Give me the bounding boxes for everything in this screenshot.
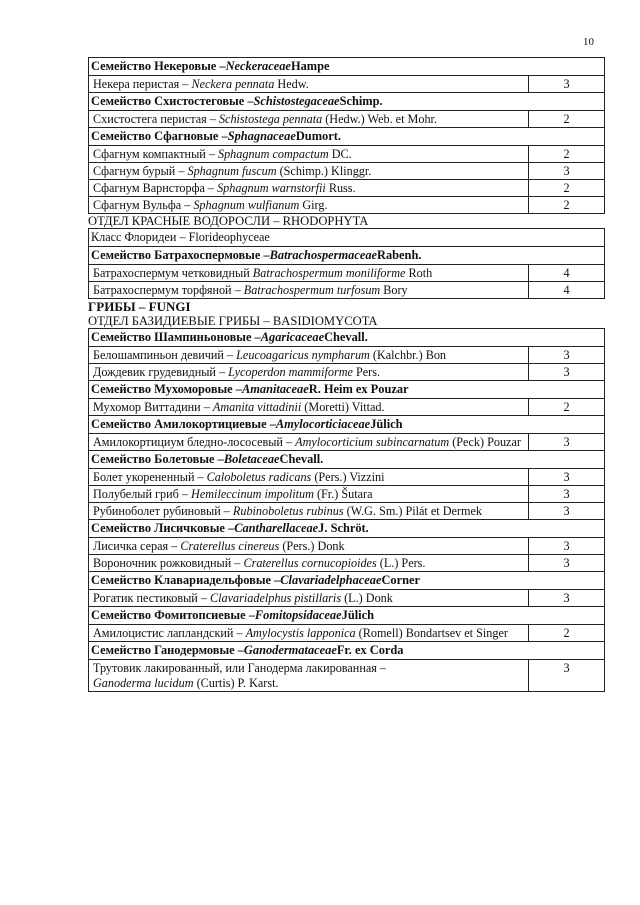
family-heading: [88, 328, 605, 347]
species-name-ru: Сфагнум Вульфа –: [93, 198, 194, 212]
species-name: [89, 434, 528, 450]
species-name: [89, 76, 528, 92]
species-row: [88, 537, 605, 555]
family-name-ru: Семейство Болетовые –: [91, 452, 224, 466]
species-row: [88, 179, 605, 197]
species-name: [89, 347, 528, 363]
status-category: 2: [528, 180, 604, 196]
status-category: 3: [528, 538, 604, 554]
family-heading: [88, 415, 605, 434]
species-table: [88, 58, 605, 692]
species-name-ru: Рубиноболет рубиновый –: [93, 504, 233, 518]
species-row: [88, 433, 605, 451]
family-heading: [88, 380, 605, 399]
family-name-latin: Sphagnaceae: [227, 129, 296, 143]
species-name: [89, 163, 528, 179]
species-row: [88, 659, 605, 692]
family-name-ru: Семейство Сфагновые –: [91, 129, 228, 143]
species-name-latin: Caloboletus radicans: [206, 470, 312, 484]
species-name-latin: Sphagnum compactum: [217, 147, 329, 161]
family-author: Fr. ex Corda: [336, 643, 404, 657]
family-heading: [88, 641, 605, 660]
family-heading: [88, 606, 605, 625]
species-row: [88, 75, 605, 93]
family-name-ru: Семейство Батрахоспермовые –: [91, 248, 270, 262]
species-name-ru: Некера перистая –: [93, 77, 192, 91]
status-category: 3: [528, 590, 604, 606]
family-name-ru: Семейство Некеровые –: [91, 59, 226, 73]
family-name-latin: Batrachospermaceae: [269, 248, 378, 262]
species-author: (Peck) Pouzar: [449, 435, 521, 449]
family-name-latin: Neckeraceae: [225, 59, 291, 73]
page-number: 10: [583, 36, 594, 48]
species-name: [89, 590, 528, 606]
species-name: [89, 180, 528, 196]
species-row: [88, 398, 605, 416]
species-author: Roth: [405, 266, 433, 280]
species-author: (Fr.) Šutara: [313, 487, 373, 501]
family-name-latin: Clavariadelphaceae: [280, 573, 382, 587]
species-name-ru: Сфагнум компактный –: [93, 147, 218, 161]
species-row: [88, 554, 605, 572]
species-name: [89, 146, 528, 162]
species-name-latin: Craterellus cornucopioides: [243, 556, 377, 570]
family-heading: [88, 92, 605, 111]
family-heading: [88, 57, 605, 76]
family-author: Dumort.: [295, 129, 341, 143]
species-name-latin: Craterellus cinereus: [180, 539, 280, 553]
status-category: 3: [528, 76, 604, 92]
species-name: [89, 399, 528, 415]
family-author: R. Heim ex Pouzar: [308, 382, 409, 396]
division-heading: ОТДЕЛ КРАСНЫЕ ВОДОРОСЛИ – RHODOPHYTA: [88, 214, 369, 228]
species-name: [89, 469, 528, 485]
species-author: Russ.: [325, 181, 356, 195]
status-category: 3: [528, 364, 604, 380]
family-author: Chevall.: [279, 452, 324, 466]
species-name-ru: Сфагнум Варнсторфа –: [93, 181, 218, 195]
family-author: Jülich: [341, 608, 375, 622]
species-name-latin: Sphagnum fuscum: [187, 164, 277, 178]
species-name-ru: Сфагнум бурый –: [93, 164, 188, 178]
family-heading: [88, 246, 605, 265]
species-name-latin: Amylocorticium subincarnatum: [295, 435, 450, 449]
class-heading: Класс Флоридеи – Florideophyceae: [88, 228, 605, 247]
family-heading: [88, 127, 605, 146]
species-name-ru: Полубелый гриб –: [93, 487, 192, 501]
family-author: Schimp.: [339, 94, 383, 108]
species-name-latin: Ganoderma lucidum: [93, 676, 194, 690]
species-name-ru: Лисичка серая –: [93, 539, 181, 553]
species-author: (Kalchbr.) Bon: [369, 348, 447, 362]
family-name-latin: Schistostegaceae: [253, 94, 340, 108]
status-category: 3: [528, 163, 604, 179]
status-category: 3: [528, 555, 604, 571]
species-name-ru: Вороночник рожковидный –: [93, 556, 244, 570]
family-name-ru: Семейство Фомитопсиевые –: [91, 608, 255, 622]
species-name-ru: Амилоцистис лапландский –: [93, 626, 246, 640]
species-name-ru: Мухомор Виттадини –: [93, 400, 213, 414]
species-author: (Moretti) Vittad.: [301, 400, 385, 414]
family-author: J. Schröt.: [318, 521, 369, 535]
species-row: [88, 363, 605, 381]
status-category: 4: [528, 282, 604, 298]
species-name-ru: Болет укорененный –: [93, 470, 207, 484]
species-row: [88, 346, 605, 364]
species-row: [88, 196, 605, 214]
species-row: [88, 110, 605, 128]
status-category: 3: [528, 486, 604, 502]
family-name-ru: Семейство Амилокортициевые –: [91, 417, 276, 431]
species-author: (L.) Donk: [341, 591, 393, 605]
species-author: (Romell) Bondartsev et Singer: [355, 626, 508, 640]
species-name-ru: Рогатик пестиковый –: [93, 591, 211, 605]
species-name: [89, 503, 528, 519]
species-author: Pers.: [352, 365, 381, 379]
species-author: Girg.: [299, 198, 328, 212]
species-row: [88, 624, 605, 642]
species-name-latin: Schistostega pennata: [218, 112, 323, 126]
species-author: Hedw.: [274, 77, 309, 91]
species-name-latin: Batrachospermum turfosum: [243, 283, 381, 297]
family-author: Jülich: [370, 417, 403, 431]
species-name: [89, 111, 528, 127]
species-row: [88, 589, 605, 607]
species-author: (Pers.) Donk: [279, 539, 345, 553]
species-name: [89, 364, 528, 380]
family-name-latin: Agaricaceae: [260, 330, 325, 344]
family-name-ru: Семейство Клавариадельфовые –: [91, 573, 281, 587]
species-name-latin: Clavariadelphus pistillaris: [210, 591, 342, 605]
species-row: [88, 281, 605, 299]
family-name-latin: Ganodermataceae: [243, 643, 337, 657]
species-row: [88, 468, 605, 486]
species-row: [88, 162, 605, 180]
status-category: 3: [528, 469, 604, 485]
family-author: Chevall.: [324, 330, 368, 344]
species-name-ru: Батрахоспермум четковидный: [93, 266, 253, 280]
species-name-ru: Дождевик грудевидный –: [93, 365, 229, 379]
status-category: 2: [528, 625, 604, 641]
species-row: [88, 264, 605, 282]
species-author: (L.) Pers.: [376, 556, 426, 570]
species-name: [89, 660, 528, 691]
family-name-latin: Cantharellaceae: [234, 521, 319, 535]
status-category: 2: [528, 146, 604, 162]
family-author: Hampe: [290, 59, 330, 73]
status-category: 2: [528, 197, 604, 213]
species-name-ru: Трутовик лакированный, или Ганодерма лакированная –: [93, 661, 387, 675]
species-name-latin: Batrachospermum moniliforme: [252, 266, 406, 280]
family-heading: [88, 571, 605, 590]
family-author: Rabenh.: [377, 248, 422, 262]
species-name: [89, 555, 528, 571]
species-author: Bory: [380, 283, 408, 297]
species-name-latin: Sphagnum wulfianum: [193, 198, 300, 212]
species-name-latin: Amanita vittadinii: [212, 400, 302, 414]
species-row: [88, 485, 605, 503]
family-name-ru: Семейство Мухоморовые –: [91, 382, 242, 396]
family-name-latin: Boletaceae: [223, 452, 280, 466]
species-name-ru: Батрахоспермум торфяной –: [93, 283, 244, 297]
family-name-ru: Семейство Схистостеговые –: [91, 94, 254, 108]
species-name: [89, 538, 528, 554]
family-heading: [88, 450, 605, 469]
species-name-ru: Схистостега перистая –: [93, 112, 219, 126]
species-author: (Curtis) P. Karst.: [193, 676, 279, 690]
species-name-ru: Амилокортициум бледно-лососевый –: [93, 435, 296, 449]
division-heading: ОТДЕЛ БАЗИДИЕВЫЕ ГРИБЫ – BASIDIOMYCOTA: [88, 314, 378, 328]
status-category: 4: [528, 265, 604, 281]
species-name-latin: Neckera pennata: [191, 77, 275, 91]
species-name-ru: Белошампиньон девичий –: [93, 348, 237, 362]
species-name: [89, 625, 528, 641]
kingdom-heading: ГРИБЫ – FUNGI: [88, 299, 191, 314]
family-author: Corner: [381, 573, 421, 587]
species-name: [89, 197, 528, 213]
species-author: (W.G. Sm.) Pilát et Dermek: [343, 504, 482, 518]
species-name: [89, 265, 528, 281]
species-name-latin: Lycoperdon mammiforme: [228, 365, 353, 379]
status-category: 3: [528, 660, 604, 691]
species-row: [88, 145, 605, 163]
status-category: 3: [528, 347, 604, 363]
species-name: [89, 486, 528, 502]
species-author: (Hedw.) Web. et Mohr.: [322, 112, 437, 126]
species-name-latin: Sphagnum warnstorfii: [217, 181, 326, 195]
species-name-latin: Amylocystis lapponica: [245, 626, 356, 640]
species-author: DC.: [328, 147, 352, 161]
family-name-ru: Семейство Ганодермовые –: [91, 643, 244, 657]
status-category: 3: [528, 434, 604, 450]
status-category: 2: [528, 111, 604, 127]
family-name-latin: Amanitaceae: [241, 382, 309, 396]
species-author: (Pers.) Vizzini: [311, 470, 385, 484]
species-name-latin: Rubinoboletus rubinus: [232, 504, 344, 518]
status-category: 3: [528, 503, 604, 519]
family-name-ru: Семейство Шампиньоновые –: [91, 330, 261, 344]
family-name-latin: Amylocorticiaceae: [275, 417, 371, 431]
family-heading: [88, 519, 605, 538]
species-name: [89, 282, 528, 298]
family-name-latin: Fomitopsidaceae: [254, 608, 342, 622]
species-author: (Schimp.) Klinggr.: [276, 164, 372, 178]
family-name-ru: Семейство Лисичковые –: [91, 521, 235, 535]
species-name-latin: Leucoagaricus nympharum: [236, 348, 370, 362]
species-name-latin: Hemileccinum impolitum: [191, 487, 314, 501]
species-row: [88, 502, 605, 520]
status-category: 2: [528, 399, 604, 415]
